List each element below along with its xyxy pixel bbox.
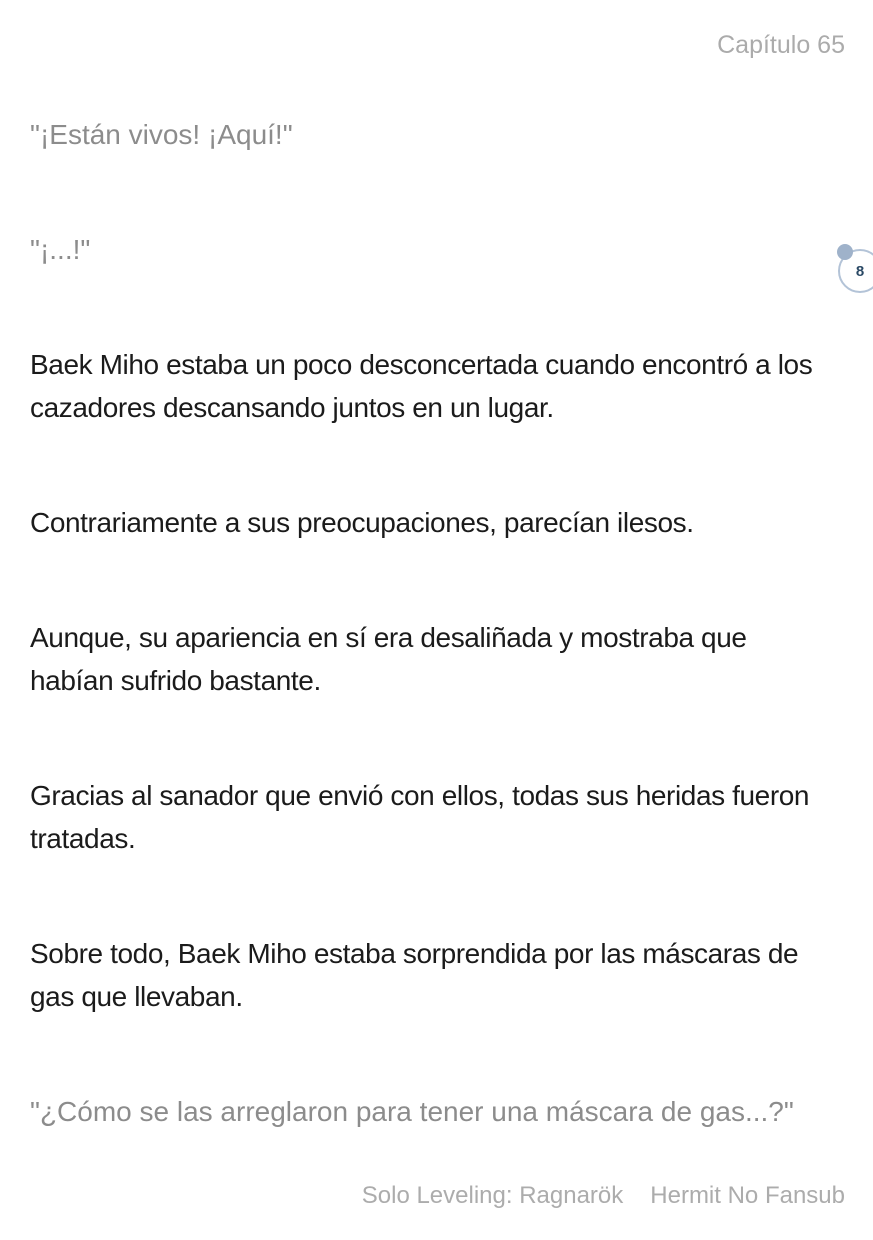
page-footer (362, 1182, 845, 1210)
paragraph-line: habían sufrido bastante. (30, 665, 321, 696)
paragraph-dialogue (30, 1090, 845, 1133)
paragraph-line: "¡...!" (30, 234, 91, 265)
paragraph-narration (30, 343, 845, 429)
chapter-content (0, 113, 873, 1133)
paragraph-narration (30, 501, 845, 544)
paragraph-line: Sobre todo, Baek Miho estaba sorprendida por las máscaras de (30, 938, 799, 969)
paragraph-line: "¡Están vivos! ¡Aquí!" (30, 119, 293, 150)
paragraph-narration (30, 932, 845, 1018)
chapter-header (0, 0, 873, 60)
annotation-count: 8 (855, 262, 865, 280)
chapter-label: Capítulo 65 (717, 31, 845, 59)
paragraph-narration (30, 774, 845, 860)
paragraph-line: cazadores descansando juntos en un lugar. (30, 392, 554, 423)
footer-credit: Hermit No Fansub (650, 1182, 845, 1209)
paragraph-dialogue (30, 228, 845, 271)
paragraph-dialogue (30, 113, 845, 156)
paragraph-narration (30, 616, 845, 702)
annotation-dot-icon (837, 244, 853, 260)
footer-book-title: Solo Leveling: Ragnarök (361, 1182, 624, 1209)
paragraph-line: Aunque, su apariencia en sí era desaliñada y mostraba que (30, 622, 747, 653)
paragraph-line: gas que llevaban. (30, 981, 243, 1012)
paragraph-line: Baek Miho estaba un poco desconcertada cuando encontró a los (30, 349, 813, 380)
paragraph-line: tratadas. (30, 823, 136, 854)
paragraph-line: Contrariamente a sus preocupaciones, parecían ilesos. (30, 507, 694, 538)
annotation-count-badge[interactable] (838, 249, 873, 293)
paragraph-line: "¿Cómo se las arreglaron para tener una máscara de gas...?" (30, 1096, 794, 1127)
paragraph-line: Gracias al sanador que envió con ellos, todas sus heridas fueron (30, 780, 810, 811)
